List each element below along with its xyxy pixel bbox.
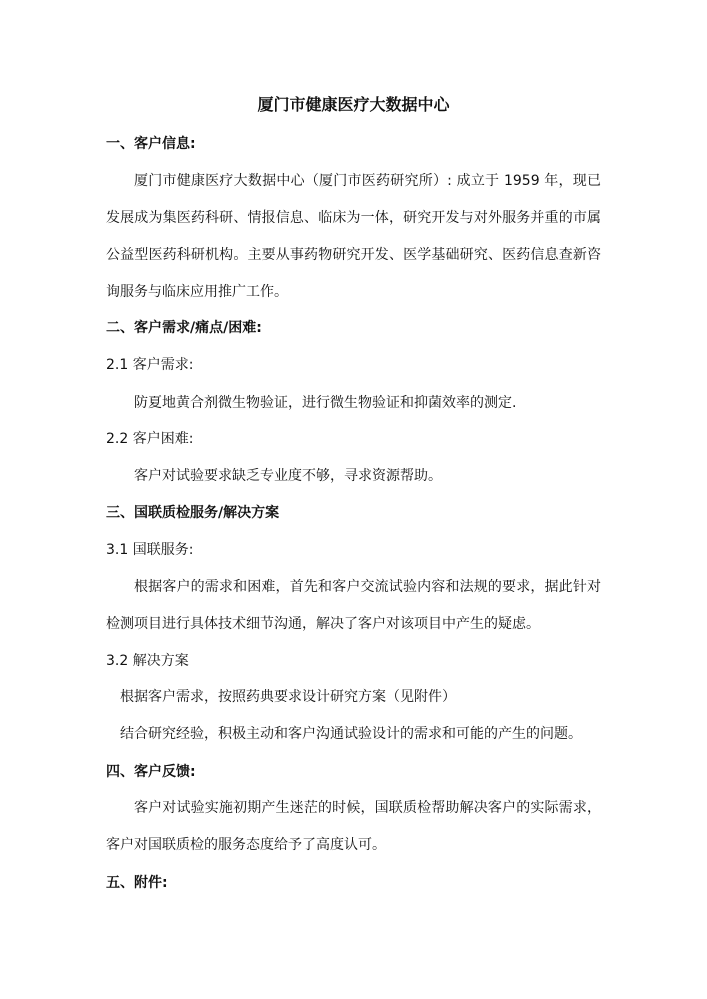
section-2-2-text: 客户对试验要求缺乏专业度不够，寻求资源帮助。 — [134, 468, 442, 484]
section-4-line-2: 客户对国联质检的服务态度给予了高度认可。 — [106, 837, 386, 853]
section-1-paragraph-line-1: 厦门市健康医疗大数据中心（厦门市医药研究所）: 成立于 1959 年，现已 — [134, 173, 601, 189]
section-3-2-line-1: 根据客户需求，按照药典要求设计研究方案（见附件） — [120, 689, 456, 705]
section-4-line-1: 客户对试验实施初期产生迷茫的时候，国联质检帮助解决客户的实际需求， — [134, 800, 601, 816]
document-title: 厦门市健康医疗大数据中心 — [257, 95, 450, 114]
section-2-2-label: 2.2 客户困难: — [106, 431, 194, 447]
section-2-1-text: 防夏地黄合剂微生物验证，进行微生物验证和抑菌效率的测定. — [134, 395, 517, 411]
section-2-heading: 二、客户需求/痛点/困难: — [106, 320, 262, 336]
section-3-heading: 三、国联质检服务/解决方案 — [106, 505, 280, 521]
section-3-1-line-2: 检测项目进行具体技术细节沟通，解决了客户对该项目中产生的疑虑。 — [106, 616, 540, 632]
section-4-heading: 四、客户反馈: — [106, 764, 196, 780]
section-1-paragraph-line-2: 发展成为集医药科研、情报信息、临床为一体，研究开发与对外服务并重的市属 — [106, 210, 601, 226]
section-1-paragraph-line-4: 询服务与临床应用推广工作。 — [106, 284, 288, 300]
section-3-1-label: 3.1 国联服务: — [106, 542, 194, 558]
section-1-paragraph-line-3: 公益型医药科研机构。主要从事药物研究开发、医学基础研究、医药信息查新咨 — [106, 247, 601, 263]
section-2-1-label: 2.1 客户需求: — [106, 357, 194, 373]
section-5-heading: 五、附件: — [106, 875, 168, 891]
section-3-2-label: 3.2 解决方案 — [106, 653, 189, 669]
section-3-1-line-1: 根据客户的需求和困难，首先和客户交流试验内容和法规的要求，据此针对 — [134, 579, 601, 595]
section-1-heading: 一、客户信息: — [106, 136, 196, 152]
section-3-2-line-2: 结合研究经验，积极主动和客户沟通试验设计的需求和可能的产生的问题。 — [120, 726, 582, 742]
